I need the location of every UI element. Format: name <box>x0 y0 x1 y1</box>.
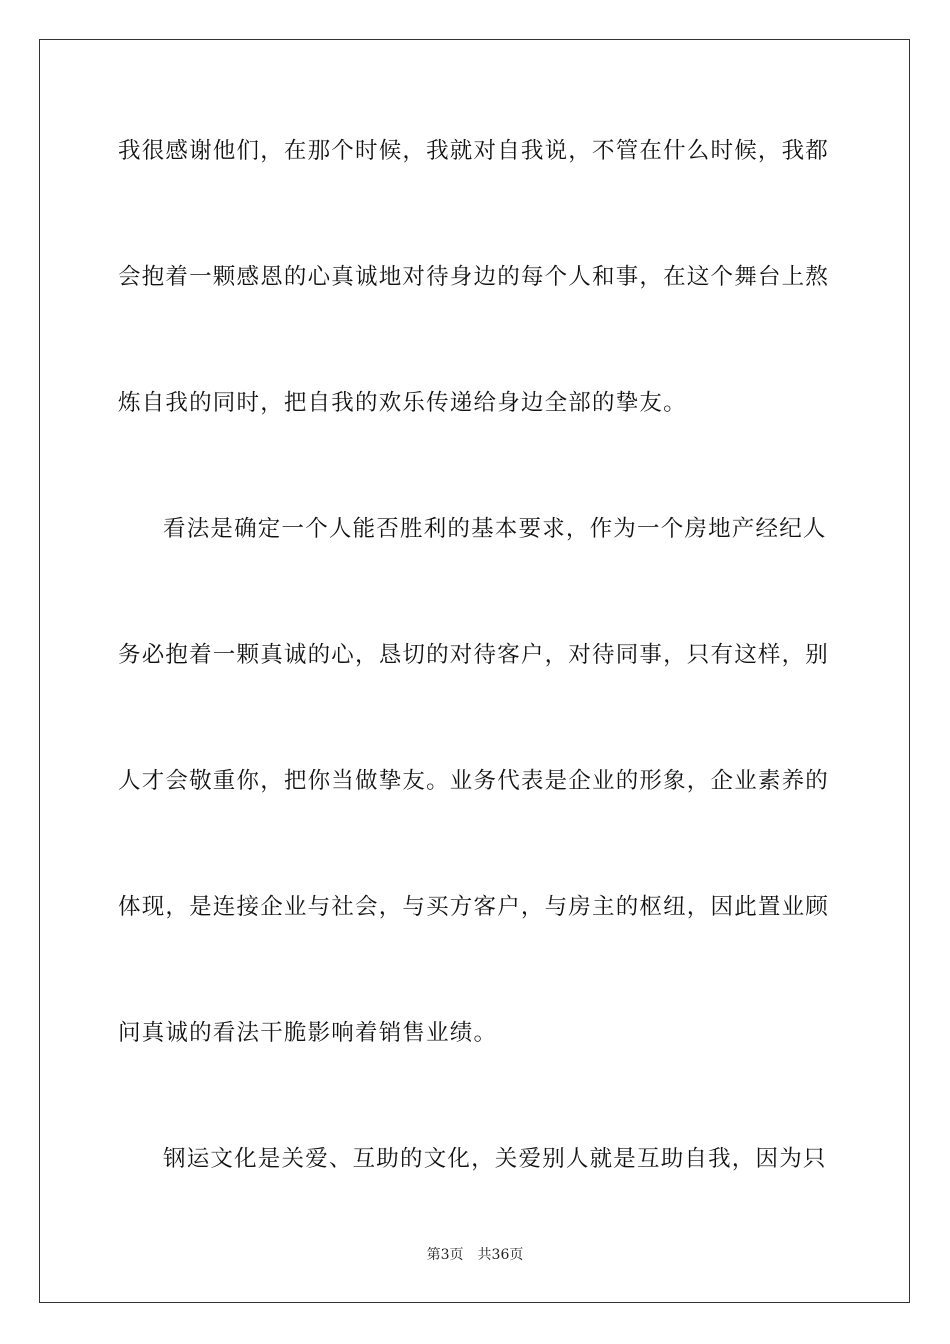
page-footer <box>0 1244 950 1264</box>
text-line-7: 体现，是连接企业与社会，与买方客户，与房主的枢纽，因此置业顾 <box>118 894 830 920</box>
text-line-1: 我很感谢他们，在那个时候，我就对自我说，不管在什么时候，我都 <box>118 138 830 164</box>
text-line-3: 炼自我的同时，把自我的欢乐传递给身边全部的挚友。 <box>118 390 687 416</box>
page-number: 第3页 <box>426 1247 464 1263</box>
document-body <box>118 129 833 1263</box>
text-line-5: 务必抱着一颗真诚的心，恳切的对待客户，对待同事，只有这样，别 <box>118 642 830 668</box>
page-total: 共36页 <box>477 1247 524 1263</box>
text-line-9: 钢运文化是关爱、互助的文化，关爱别人就是互助自我，因为只 <box>163 1146 827 1172</box>
text-line-8: 问真诚的看法干脆影响着销售业绩。 <box>118 1020 498 1046</box>
text-line-2: 会抱着一颗感恩的心真诚地对待身边的每个人和事，在这个舞台上熬 <box>118 264 830 290</box>
text-line-6: 人才会敬重你，把你当做挚友。业务代表是企业的形象，企业素养的 <box>118 768 830 794</box>
text-line-4: 看法是确定一个人能否胜利的基本要求，作为一个房地产经纪人 <box>163 516 827 542</box>
